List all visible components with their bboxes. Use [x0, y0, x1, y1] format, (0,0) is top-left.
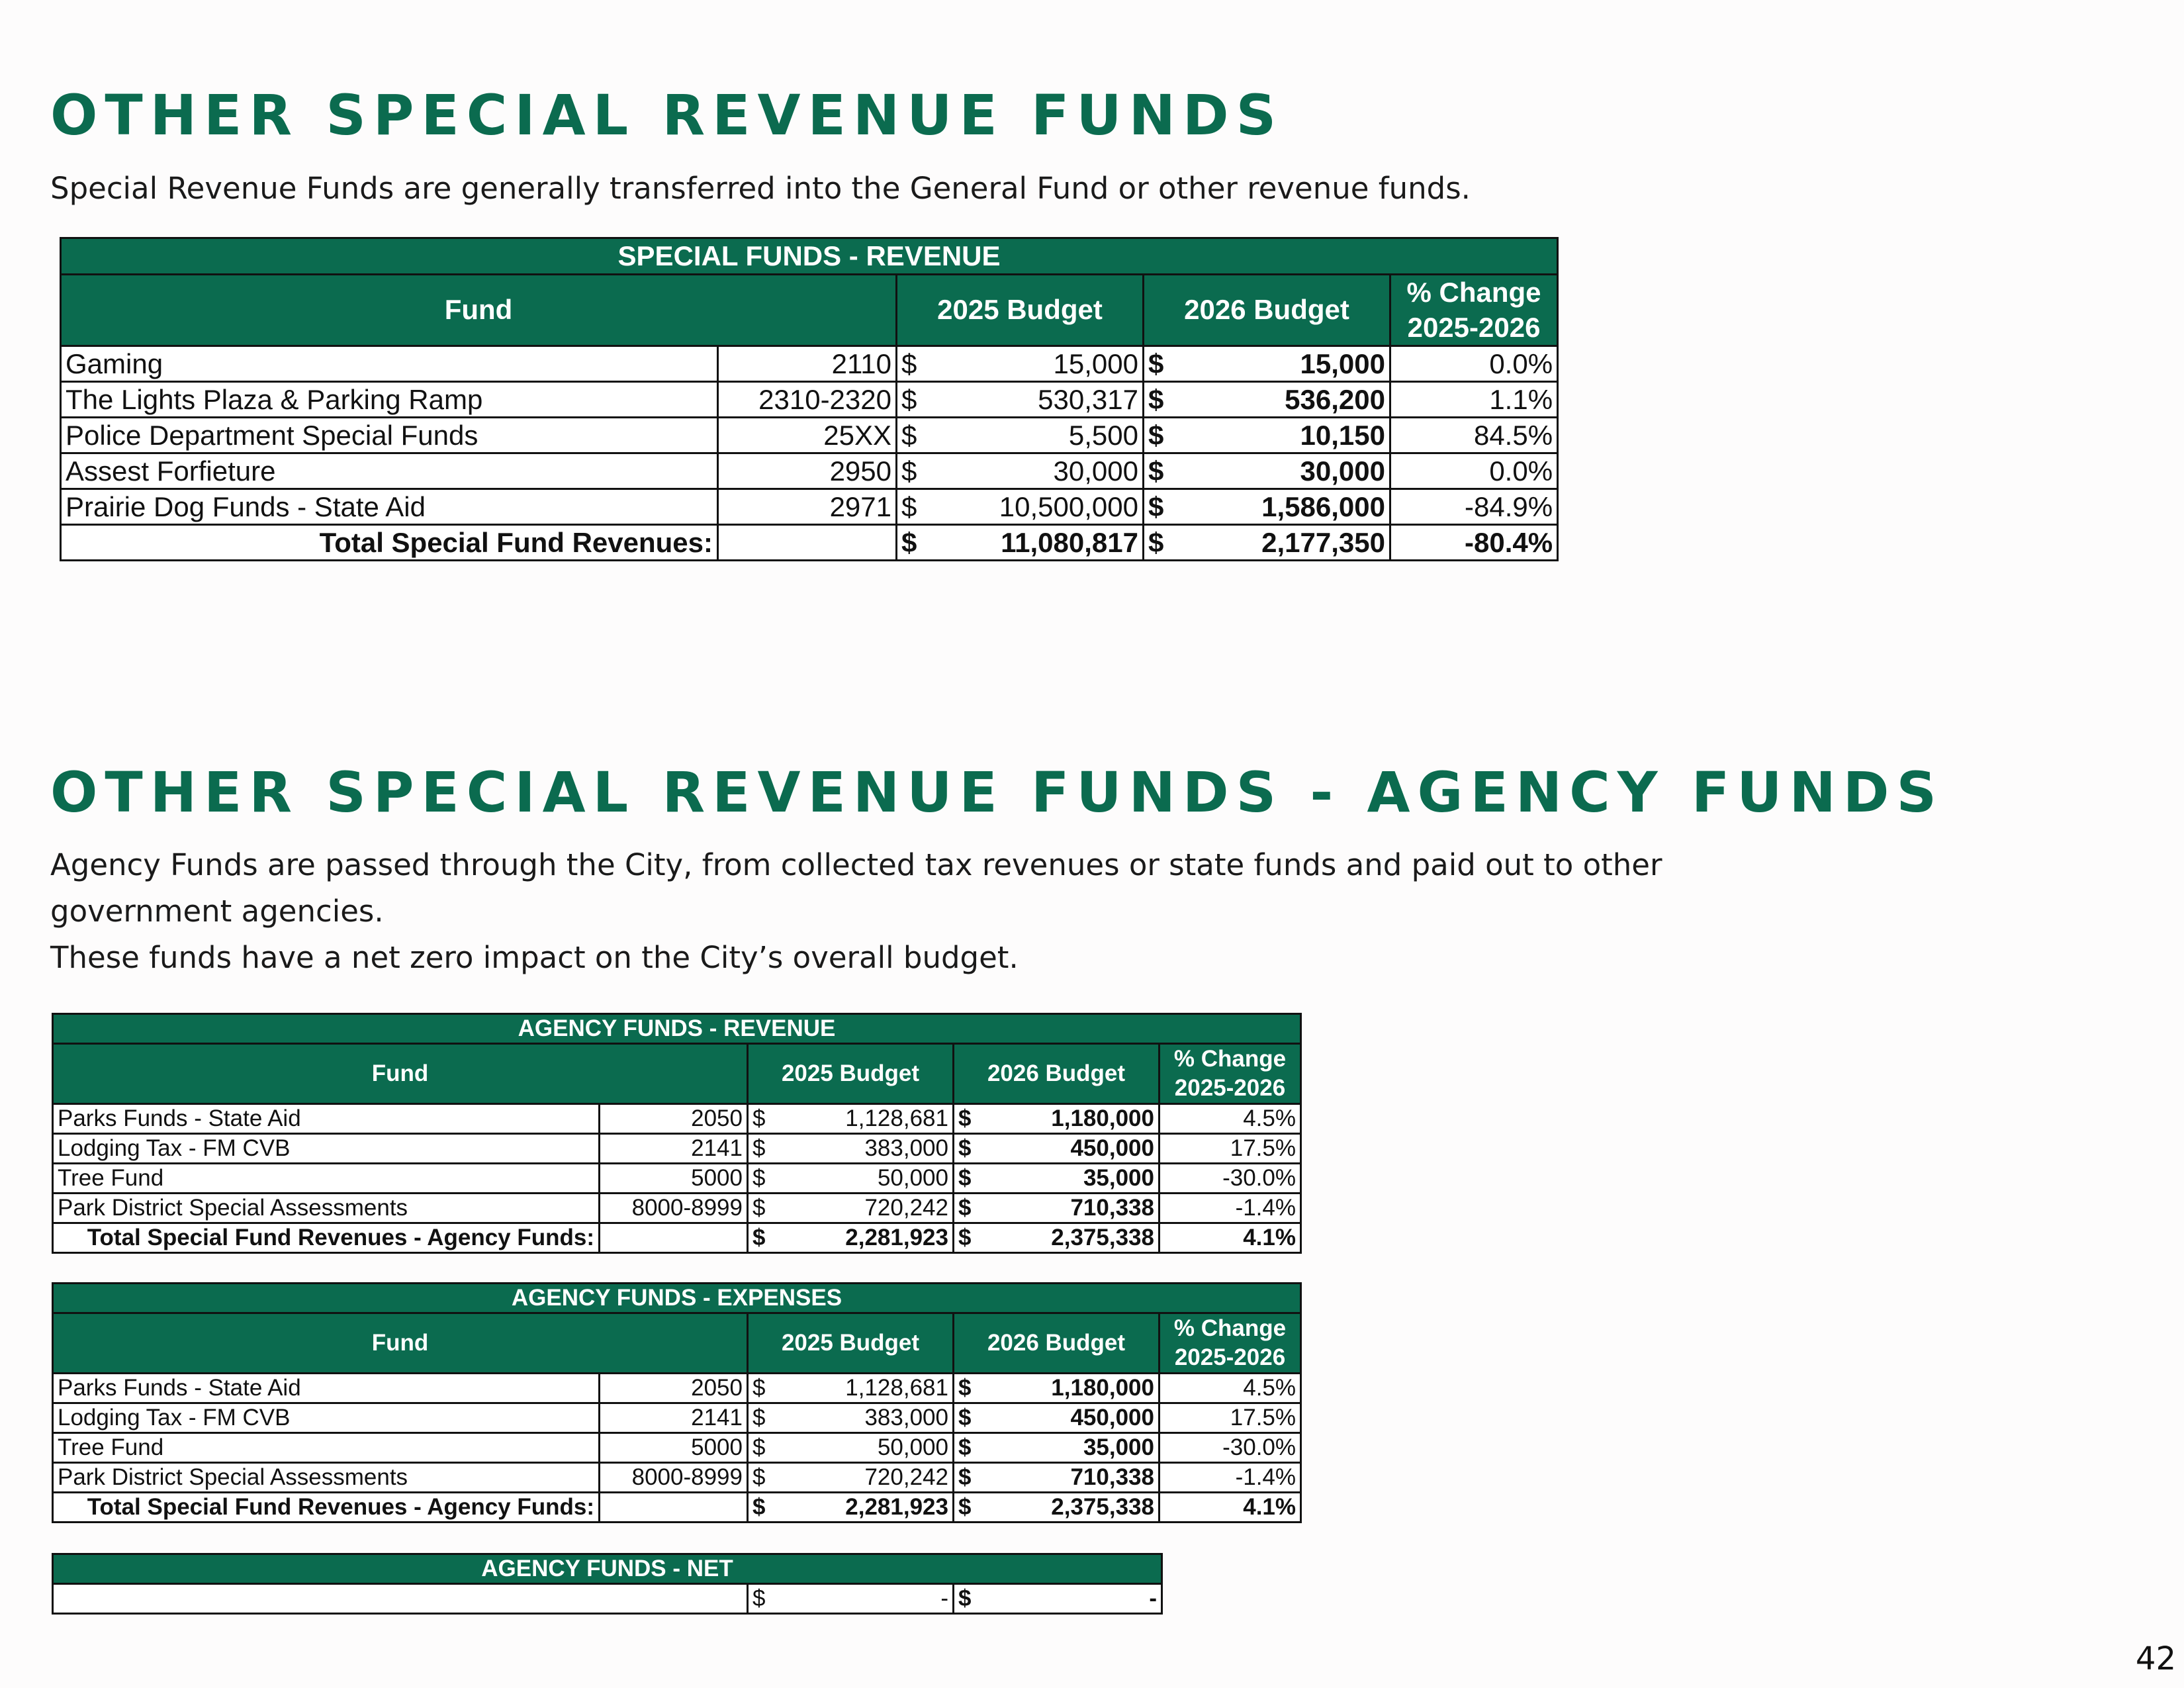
percent-change-value: 1.1%: [1390, 382, 1558, 418]
currency-symbol: $: [897, 382, 934, 418]
total-percent-change: 4.1%: [1160, 1493, 1301, 1523]
percent-change-value: 0.0%: [1390, 346, 1558, 382]
total-2025-value: 2,281,923: [779, 1223, 954, 1253]
fund-code: 2110: [718, 346, 897, 382]
column-header-2025-budget: 2025 Budget: [897, 275, 1144, 346]
budget-2025-value: 720,242: [779, 1463, 954, 1493]
fund-code: 2050: [600, 1374, 748, 1403]
total-2026-value: 2,375,338: [985, 1493, 1160, 1523]
agency-funds-expenses-table: [52, 1282, 1302, 1523]
currency-symbol: $: [954, 1194, 985, 1223]
table-row: [53, 1463, 1301, 1493]
currency-symbol: $: [897, 453, 934, 489]
budget-2026-value: 1,586,000: [1181, 489, 1390, 525]
fund-name: Gaming: [61, 346, 718, 382]
fund-code: 2050: [600, 1104, 748, 1134]
fund-code: 2141: [600, 1403, 748, 1433]
currency-symbol: $: [748, 1493, 779, 1523]
percent-change-value: 17.5%: [1160, 1403, 1301, 1433]
column-header-percent-change: % Change 2025-2026: [1160, 1044, 1301, 1104]
budget-2025-value: 30,000: [934, 453, 1144, 489]
table-title: AGENCY FUNDS - NET: [53, 1554, 1162, 1584]
currency-symbol: $: [897, 346, 934, 382]
currency-symbol: $: [1144, 525, 1181, 561]
currency-symbol: $: [897, 489, 934, 525]
total-percent-change: -80.4%: [1390, 525, 1558, 561]
section-heading: OTHER SPECIAL REVENUE FUNDS: [50, 83, 1284, 148]
total-row: [53, 1223, 1301, 1253]
page-number: 42: [2135, 1640, 2176, 1677]
fund-code: 5000: [600, 1433, 748, 1463]
currency-symbol: $: [897, 418, 934, 453]
budget-2025-value: 383,000: [779, 1403, 954, 1433]
table-row: [53, 1104, 1301, 1134]
currency-symbol: $: [954, 1493, 985, 1523]
section-intro: Agency Funds are passed through the City, from collected tax revenues or state funds and paid out to other government agencies. These funds have a net zero impact on the City’s overall budget.: [50, 847, 1662, 975]
budget-2026-value: 450,000: [985, 1134, 1160, 1164]
table-row: [61, 346, 1558, 382]
fund-name: Prairie Dog Funds - State Aid: [61, 489, 718, 525]
fund-name: Tree Fund: [53, 1164, 600, 1194]
fund-name: Lodging Tax - FM CVB: [53, 1134, 600, 1164]
budget-2026-value: 710,338: [985, 1463, 1160, 1493]
table-title: SPECIAL FUNDS - REVENUE: [61, 238, 1558, 275]
percent-change-value: 84.5%: [1390, 418, 1558, 453]
budget-2026-value: 15,000: [1181, 346, 1390, 382]
total-label: Total Special Fund Revenues - Agency Funds:: [53, 1223, 600, 1253]
budget-2025-value: 50,000: [779, 1164, 954, 1194]
column-header-percent-change: % Change 2025-2026: [1390, 275, 1558, 346]
table-row: [53, 1164, 1301, 1194]
agency-funds-net-table: [52, 1553, 1163, 1615]
empty-cell: [600, 1493, 748, 1523]
table-title: AGENCY FUNDS - EXPENSES: [53, 1284, 1301, 1313]
agency-funds-revenue-table: [52, 1013, 1302, 1254]
fund-name: Parks Funds - State Aid: [53, 1104, 600, 1134]
budget-2026-value: 536,200: [1181, 382, 1390, 418]
empty-cell: [718, 525, 897, 561]
net-2025-value: -: [779, 1584, 954, 1614]
fund-name: Park District Special Assessments: [53, 1194, 600, 1223]
percent-change-value: -1.4%: [1160, 1463, 1301, 1493]
currency-symbol: $: [954, 1134, 985, 1164]
fund-code: 8000-8999: [600, 1463, 748, 1493]
table-row: [61, 418, 1558, 453]
budget-2025-value: 15,000: [934, 346, 1144, 382]
budget-2025-value: 383,000: [779, 1134, 954, 1164]
fund-name: Lodging Tax - FM CVB: [53, 1403, 600, 1433]
table-row: [53, 1584, 1162, 1614]
percent-change-value: -30.0%: [1160, 1433, 1301, 1463]
currency-symbol: $: [748, 1104, 779, 1134]
empty-cell: [600, 1223, 748, 1253]
total-2025-value: 2,281,923: [779, 1493, 954, 1523]
percent-change-value: -84.9%: [1390, 489, 1558, 525]
budget-2026-value: 450,000: [985, 1403, 1160, 1433]
budget-2025-value: 1,128,681: [779, 1104, 954, 1134]
table-row: [53, 1134, 1301, 1164]
budget-2025-value: 5,500: [934, 418, 1144, 453]
fund-code: 25XX: [718, 418, 897, 453]
total-2026-value: 2,375,338: [985, 1223, 1160, 1253]
total-2025-value: 11,080,817: [934, 525, 1144, 561]
percent-change-value: 4.5%: [1160, 1104, 1301, 1134]
table-row: [61, 489, 1558, 525]
currency-symbol: $: [748, 1584, 779, 1614]
percent-change-value: 17.5%: [1160, 1134, 1301, 1164]
table-title: AGENCY FUNDS - REVENUE: [53, 1014, 1301, 1044]
budget-2026-value: 10,150: [1181, 418, 1390, 453]
currency-symbol: $: [748, 1164, 779, 1194]
percent-change-value: 0.0%: [1390, 453, 1558, 489]
budget-2025-value: 530,317: [934, 382, 1144, 418]
fund-code: 2141: [600, 1134, 748, 1164]
currency-symbol: $: [954, 1223, 985, 1253]
column-header-2026-budget: 2026 Budget: [954, 1044, 1160, 1104]
budget-2026-value: 35,000: [985, 1433, 1160, 1463]
empty-cell: [53, 1584, 748, 1614]
column-header-fund: Fund: [53, 1313, 748, 1374]
budget-2026-value: 710,338: [985, 1194, 1160, 1223]
column-header-2026-budget: 2026 Budget: [954, 1313, 1160, 1374]
table-row: [53, 1194, 1301, 1223]
currency-symbol: $: [1144, 453, 1181, 489]
column-header-percent-change: % Change 2025-2026: [1160, 1313, 1301, 1374]
fund-code: 2971: [718, 489, 897, 525]
column-header-2025-budget: 2025 Budget: [748, 1044, 954, 1104]
budget-2026-value: 35,000: [985, 1164, 1160, 1194]
currency-symbol: $: [954, 1584, 985, 1614]
currency-symbol: $: [1144, 418, 1181, 453]
column-header-fund: Fund: [61, 275, 897, 346]
section-intro: Special Revenue Funds are generally transferred into the General Fund or other revenue funds.: [50, 171, 1471, 206]
fund-code: 5000: [600, 1164, 748, 1194]
table-row: [53, 1433, 1301, 1463]
fund-name: The Lights Plaza & Parking Ramp: [61, 382, 718, 418]
table-row: [53, 1374, 1301, 1403]
currency-symbol: $: [1144, 489, 1181, 525]
column-header-2026-budget: 2026 Budget: [1144, 275, 1390, 346]
total-row: [61, 525, 1558, 561]
budget-2025-value: 10,500,000: [934, 489, 1144, 525]
currency-symbol: $: [748, 1374, 779, 1403]
total-percent-change: 4.1%: [1160, 1223, 1301, 1253]
column-header-fund: Fund: [53, 1044, 748, 1104]
currency-symbol: $: [897, 525, 934, 561]
fund-code: 2310-2320: [718, 382, 897, 418]
currency-symbol: $: [954, 1164, 985, 1194]
budget-2025-value: 720,242: [779, 1194, 954, 1223]
budget-2025-value: 1,128,681: [779, 1374, 954, 1403]
fund-name: Park District Special Assessments: [53, 1463, 600, 1493]
budget-2025-value: 50,000: [779, 1433, 954, 1463]
currency-symbol: $: [748, 1134, 779, 1164]
fund-name: Tree Fund: [53, 1433, 600, 1463]
total-row: [53, 1493, 1301, 1523]
special-funds-revenue-table: [60, 237, 1559, 561]
total-2026-value: 2,177,350: [1181, 525, 1390, 561]
currency-symbol: $: [954, 1433, 985, 1463]
fund-code: 8000-8999: [600, 1194, 748, 1223]
column-header-2025-budget: 2025 Budget: [748, 1313, 954, 1374]
table-row: [53, 1403, 1301, 1433]
percent-change-value: 4.5%: [1160, 1374, 1301, 1403]
currency-symbol: $: [954, 1403, 985, 1433]
budget-2026-value: 1,180,000: [985, 1374, 1160, 1403]
percent-change-value: -1.4%: [1160, 1194, 1301, 1223]
budget-2026-value: 30,000: [1181, 453, 1390, 489]
table-row: [61, 453, 1558, 489]
currency-symbol: $: [954, 1463, 985, 1493]
percent-change-value: -30.0%: [1160, 1164, 1301, 1194]
net-2026-value: -: [985, 1584, 1162, 1614]
currency-symbol: $: [748, 1194, 779, 1223]
fund-name: Assest Forfieture: [61, 453, 718, 489]
currency-symbol: $: [1144, 346, 1181, 382]
currency-symbol: $: [748, 1223, 779, 1253]
currency-symbol: $: [748, 1463, 779, 1493]
currency-symbol: $: [1144, 382, 1181, 418]
fund-code: 2950: [718, 453, 897, 489]
fund-name: Parks Funds - State Aid: [53, 1374, 600, 1403]
table-row: [61, 382, 1558, 418]
currency-symbol: $: [748, 1403, 779, 1433]
currency-symbol: $: [954, 1104, 985, 1134]
total-label: Total Special Fund Revenues:: [61, 525, 718, 561]
currency-symbol: $: [748, 1433, 779, 1463]
currency-symbol: $: [954, 1374, 985, 1403]
fund-name: Police Department Special Funds: [61, 418, 718, 453]
budget-2026-value: 1,180,000: [985, 1104, 1160, 1134]
section-heading: OTHER SPECIAL REVENUE FUNDS - AGENCY FUNDS: [50, 760, 1944, 825]
total-label: Total Special Fund Revenues - Agency Funds:: [53, 1493, 600, 1523]
